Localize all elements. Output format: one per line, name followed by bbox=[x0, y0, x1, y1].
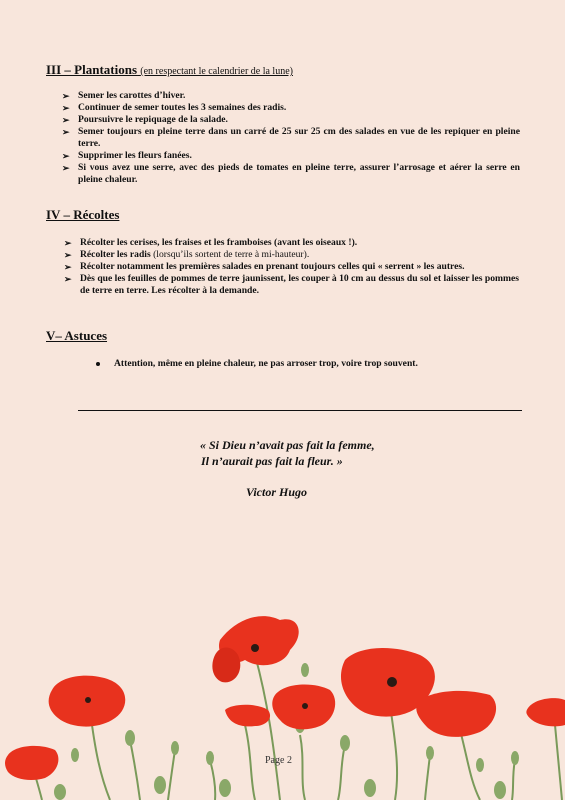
list-item: ➢ Semer toujours en pleine terre dans un carré de 25 sur 25 cm des salades en vue de les repiquer en pleine terre. bbox=[62, 126, 520, 149]
plantations-list bbox=[62, 90, 520, 186]
list-item: ➢ Si vous avez une serre, avec des pieds de tomates en pleine terre, assurer l’arrosage et aérer la serre en pleine chaleur. bbox=[62, 162, 520, 185]
radis-note: (lorsqu’ils sortent de terre à mi-hauteur). bbox=[153, 249, 310, 260]
list-item: ➢ Récolter notamment les premières salades en prenant toujours celles qui « serrent » les autres. bbox=[64, 261, 465, 272]
list-item: ➢ Récolter les cerises, les fraises et les framboises (avant les oiseaux !). bbox=[64, 237, 358, 248]
arrow-bullet-icon: ➢ bbox=[64, 238, 72, 248]
page-number: Page 2 bbox=[265, 755, 292, 766]
arrow-bullet-icon: ➢ bbox=[64, 250, 72, 260]
arrow-bullet-icon: ➢ bbox=[64, 274, 72, 284]
quote bbox=[200, 437, 375, 469]
quote-line-2: Il n’aurait pas fait la fleur. » bbox=[201, 454, 343, 468]
list-item: ➢ Dès que les feuilles de pommes de terre jaunissent, les couper à 10 cm au dessus du sol et laisser les pommes de terre en terre. Les récolter à la demande. bbox=[64, 273, 519, 296]
arrow-bullet-icon: ➢ bbox=[62, 127, 70, 137]
list-item: Attention, même en pleine chaleur, ne pas arroser trop, voire trop souvent. bbox=[114, 358, 418, 369]
list-item: ➢ Semer les carottes d’hiver. bbox=[62, 90, 186, 101]
section-title-astuces: V– Astuces bbox=[46, 328, 108, 343]
arrow-bullet-icon: ➢ bbox=[64, 262, 72, 272]
arrow-bullet-icon: ➢ bbox=[62, 115, 70, 125]
arrow-bullet-icon: ➢ bbox=[62, 91, 70, 101]
arrow-bullet-icon: ➢ bbox=[62, 103, 70, 113]
list-item: ➢ Continuer de semer toutes les 3 semaines des radis. bbox=[62, 102, 287, 113]
list-item: ➢ Poursuivre le repiquage de la salade. bbox=[62, 114, 228, 125]
list-item: ➢ Récolter les radis (lorsqu’ils sortent de terre à mi-hauteur). bbox=[64, 249, 310, 260]
quote-author: Victor Hugo bbox=[246, 485, 308, 499]
dot-bullet-icon bbox=[96, 362, 100, 366]
recoltes-list bbox=[64, 237, 519, 297]
arrow-bullet-icon: ➢ bbox=[62, 151, 70, 161]
arrow-bullet-icon: ➢ bbox=[62, 163, 70, 173]
plantations-note: (en respectant le calendrier de la lune) bbox=[140, 66, 293, 77]
section-title-plantations bbox=[46, 62, 293, 78]
section-title-recoltes: IV – Récoltes bbox=[46, 207, 120, 222]
list-item: ➢ Supprimer les fleurs fanées. bbox=[62, 150, 192, 161]
plantations-title-text: III – Plantations bbox=[46, 62, 138, 77]
quote-line-1: « Si Dieu n’avait pas fait la femme, bbox=[200, 438, 375, 452]
divider bbox=[78, 410, 522, 411]
